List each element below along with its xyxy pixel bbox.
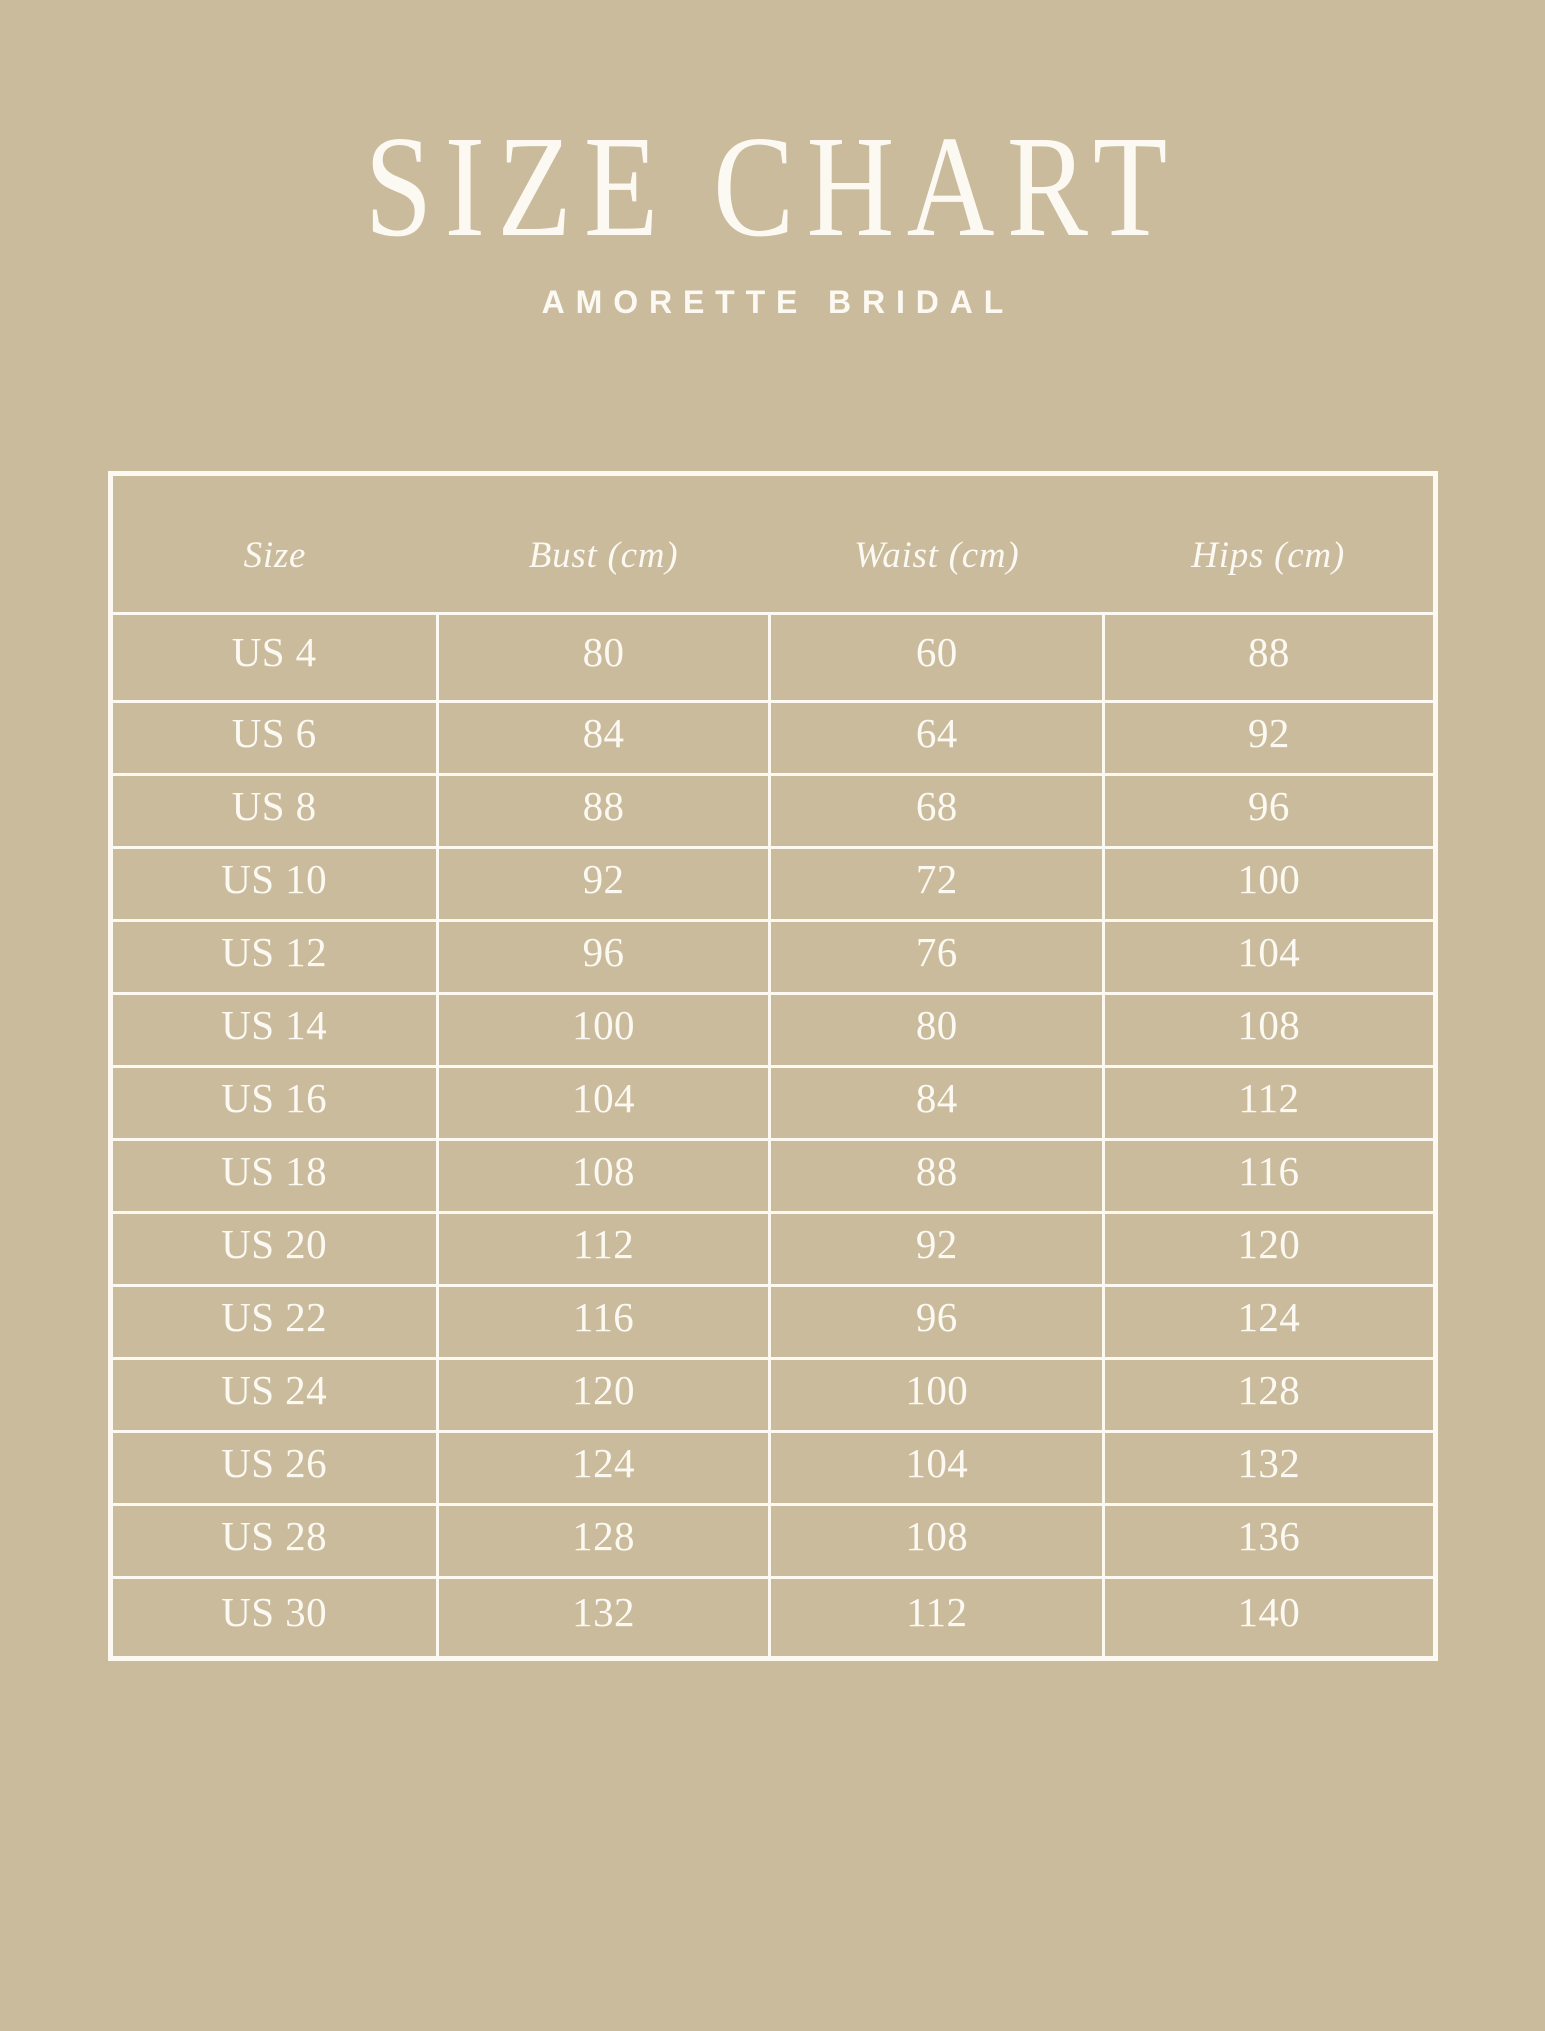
size-cell: US 18 [110,1139,437,1212]
size-cell: US 14 [110,993,437,1066]
table-row [110,1431,1435,1504]
table-row [110,774,1435,847]
size-cell: US 10 [110,847,437,920]
waist-cell: 100 [770,1358,1104,1431]
size-cell: US 26 [110,1431,437,1504]
waist-cell: 104 [770,1431,1104,1504]
table-row [110,1358,1435,1431]
size-cell: US 24 [110,1358,437,1431]
hips-cell: 140 [1104,1577,1435,1658]
hips-cell: 104 [1104,920,1435,993]
waist-cell: 96 [770,1285,1104,1358]
size-cell: US 6 [110,701,437,774]
hips-cell: 108 [1104,993,1435,1066]
table-row [110,1577,1435,1658]
waist-cell: 76 [770,920,1104,993]
hips-cell: 136 [1104,1504,1435,1577]
size-cell: US 22 [110,1285,437,1358]
waist-cell: 68 [770,774,1104,847]
bust-cell: 112 [437,1212,770,1285]
bust-cell: 92 [437,847,770,920]
brand-subtitle: AMORETTE BRIDAL [541,284,1015,320]
waist-cell: 92 [770,1212,1104,1285]
bust-cell: 100 [437,993,770,1066]
hips-cell: 112 [1104,1066,1435,1139]
table-row [110,1139,1435,1212]
size-chart-page [0,100,1545,2031]
size-table-body [110,613,1435,1658]
column-header-bust: Bust (cm) [437,473,770,613]
hips-cell: 120 [1104,1212,1435,1285]
table-row [110,613,1435,701]
hips-cell: 92 [1104,701,1435,774]
table-row [110,1066,1435,1139]
table-row [110,920,1435,993]
waist-cell: 88 [770,1139,1104,1212]
bust-cell: 84 [437,701,770,774]
size-table [108,471,1438,1661]
table-row [110,1285,1435,1358]
page-title-text: SIZE CHART [365,107,1180,267]
bust-cell: 128 [437,1504,770,1577]
page-title [0,100,1545,274]
waist-cell: 80 [770,993,1104,1066]
waist-cell: 64 [770,701,1104,774]
bust-cell: 116 [437,1285,770,1358]
column-header-waist: Waist (cm) [770,473,1104,613]
hips-cell: 132 [1104,1431,1435,1504]
size-cell: US 8 [110,774,437,847]
waist-cell: 108 [770,1504,1104,1577]
column-header-hips: Hips (cm) [1104,473,1435,613]
size-cell: US 16 [110,1066,437,1139]
waist-cell: 84 [770,1066,1104,1139]
size-cell: US 12 [110,920,437,993]
hips-cell: 100 [1104,847,1435,920]
table-row [110,847,1435,920]
size-cell: US 28 [110,1504,437,1577]
bust-cell: 108 [437,1139,770,1212]
size-cell: US 30 [110,1577,437,1658]
table-row [110,1212,1435,1285]
table-row [110,701,1435,774]
table-row [110,1504,1435,1577]
size-table-header [110,473,1435,613]
bust-cell: 124 [437,1431,770,1504]
waist-cell: 72 [770,847,1104,920]
size-cell: US 4 [110,613,437,701]
table-row [110,993,1435,1066]
hips-cell: 88 [1104,613,1435,701]
header-row [110,473,1435,613]
hips-cell: 116 [1104,1139,1435,1212]
hips-cell: 128 [1104,1358,1435,1431]
column-header-size: Size [110,473,437,613]
bust-cell: 104 [437,1066,770,1139]
hips-cell: 124 [1104,1285,1435,1358]
waist-cell: 60 [770,613,1104,701]
hips-cell: 96 [1104,774,1435,847]
bust-cell: 132 [437,1577,770,1658]
waist-cell: 112 [770,1577,1104,1658]
bust-cell: 120 [437,1358,770,1431]
bust-cell: 96 [437,920,770,993]
bust-cell: 80 [437,613,770,701]
bust-cell: 88 [437,774,770,847]
size-cell: US 20 [110,1212,437,1285]
